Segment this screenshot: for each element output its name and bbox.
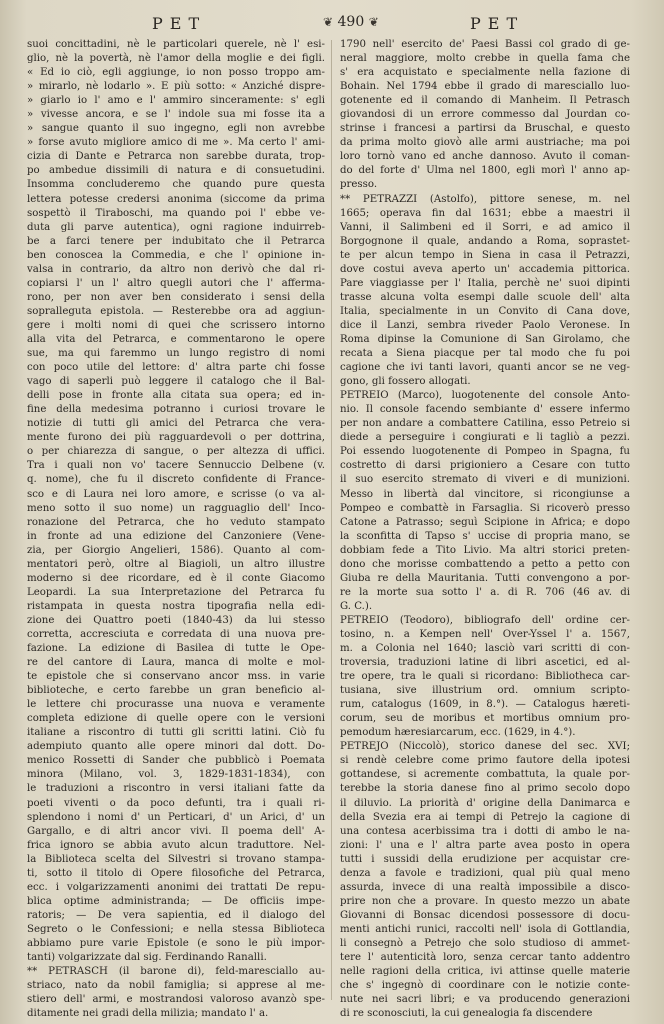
text-line: corum, seu de moribus et mortibus omnium pro- bbox=[340, 713, 630, 725]
text-line: PETREIO (Marco), luogotenente del console Anto- bbox=[340, 390, 630, 402]
text-line: rono, per non aver ben considerato i sensi della bbox=[27, 291, 325, 303]
text-line: denza a favole e tradizioni, qual più qual meno bbox=[340, 867, 630, 879]
text-line: gono, gli fossero allogati. bbox=[340, 376, 471, 388]
text-line: « Ed io ciò, egli aggiunge, io non posso troppo am- bbox=[27, 67, 325, 79]
text-line: menico Rossetti di Sander che pubblicò i Poemata bbox=[27, 755, 325, 767]
text-line: Italia, specialmente in un Convito di Cana dove, bbox=[340, 305, 630, 317]
text-line: ronazione del Petrarca, che ho veduto stampato bbox=[27, 516, 325, 528]
text-line: ditamente nei gradi della milizia; mandato l' a. bbox=[27, 1008, 269, 1020]
text-line: minora (Milano, vol. 3, 1829-1831-1834), con bbox=[27, 769, 325, 781]
text-line: di re sconosciuti, la cui genealogia fa discendere bbox=[340, 1008, 593, 1020]
text-line: po ambedue dissimili di natura e di consuetudini. bbox=[27, 165, 325, 177]
text-line: loro tornò vano ed anche dannoso. Avuto il coman- bbox=[340, 151, 630, 163]
text-line: giovandosi di un errore commesso dal Jourdan co- bbox=[340, 109, 630, 121]
text-line: tusiana, sive illustrium ord. omnium scripto- bbox=[340, 685, 630, 697]
text-line: della Svezia era ai tempi di Petrejo la cagione di bbox=[340, 811, 630, 823]
text-line: recata a Siena piacque per tal modo che fu poi bbox=[340, 348, 630, 360]
text-line: in fronte ad una edizione del Canzoniere (Vene- bbox=[27, 530, 325, 542]
text-line: Leopardi. La sua Interpretazione del Petrarca fu bbox=[27, 586, 325, 598]
text-line: tere l' autenticità loro, senza cercar tanto addentro bbox=[340, 952, 630, 964]
text-line: sopralleguta epistola. — Resterebbe ora ad aggiun- bbox=[27, 305, 325, 317]
text-line: 1790 nell' esercito de' Paesi Bassi col grado di ge- bbox=[340, 39, 630, 50]
text-line: cizia di Dante e Petrarca non sarebbe durata, trop- bbox=[27, 151, 325, 163]
text-line: Borgognone il quale, andando a Roma, soprastet- bbox=[340, 235, 630, 247]
text-line: dobbiam fede a Tito Livio. Ma altri storici preten- bbox=[340, 544, 630, 556]
text-line: ratoris; — De vera sapientia, ed il dialogo del bbox=[27, 909, 325, 921]
text-line: strinse i francesi a partirsi da Bruschal, e questo bbox=[340, 123, 630, 135]
text-line: pemodum hæresiarcarum, ecc. (1629, in 4.°). bbox=[340, 727, 576, 739]
text-line: gottandese, si acremente combattuta, la quale por- bbox=[340, 769, 630, 781]
text-line: assurda, invece di una realtà impossibile a disco- bbox=[340, 881, 630, 893]
text-line: zia, per Giorgio Angelieri, 1586). Quanto al com- bbox=[27, 544, 325, 556]
page-number bbox=[323, 14, 379, 30]
text-line: mentatori però, oltre al Biagioli, un altro illustre bbox=[27, 558, 325, 570]
text-line: adempiuto quanto alle opere minori dal dott. Do- bbox=[27, 741, 325, 753]
text-line: il diluvio. La priorità d' origine della Danimarca e bbox=[340, 797, 630, 809]
text-line: Gargallo, e di altri ancor vivi. Il poema dell' A- bbox=[27, 825, 325, 837]
text-line: prire non che a provare. In questo mezzo un abate bbox=[340, 895, 630, 907]
text-line: Vanni, il Salimbeni ed il Sorri, e ad amico il bbox=[340, 221, 630, 233]
text-line: terebbe la storia danese fino al primo secolo dopo bbox=[340, 783, 630, 795]
text-line: nelle ragioni della critica, ivi attinse quelle materie bbox=[340, 966, 630, 978]
text-line: la sconfitta di Tapso s' uccise di propria mano, se bbox=[340, 530, 630, 542]
text-line: la Biblioteca scelta del Silvestri si trovano stampa- bbox=[27, 853, 325, 865]
text-line: completa edizione di quelle opere con le versioni bbox=[27, 713, 325, 725]
text-line: costretto di darsi prigioniero a Cesare con tutto bbox=[340, 460, 630, 472]
text-line: ben conoscea la Commedia, e che l' opinione in- bbox=[27, 249, 325, 261]
text-line: » forse avuto migliore amico di me ». Ma certo l' ami- bbox=[27, 137, 325, 149]
text-line: re del cantore di Laura, manca di molte e mol- bbox=[27, 657, 325, 669]
text-line: fazione. La edizione di Basilea di tutte le Ope- bbox=[27, 643, 325, 655]
text-line: sco e di Laura nei loro amore, e scrisse (o va al- bbox=[27, 488, 325, 500]
text-line: tosino, n. a Kempen nell' Over-Yssel l' a. 1567, bbox=[340, 628, 630, 640]
text-line: neral maggiore, molto crebbe in quella fama che bbox=[340, 53, 630, 65]
text-line: Giovanni di Bonsac dicendosi possessore di docu- bbox=[340, 909, 630, 921]
text-line: cagione che ivi tanti lavori, quanti ancor se ne veg- bbox=[340, 362, 630, 374]
text-line: le lettere chi procurasse una nuova e veramente bbox=[27, 699, 325, 711]
text-line: » giarlo io l' amo e l' ammiro sinceramente: s' egli bbox=[27, 95, 325, 107]
column-divider bbox=[331, 40, 332, 1000]
text-line: tre opere, tra le quali si ricordano: Bibliotheca car- bbox=[340, 671, 630, 683]
text-line: dono che morisse combattendo a petto a petto con bbox=[340, 558, 630, 570]
text-line: ristampata in questa nostra tipografia nella edi- bbox=[27, 600, 325, 612]
text-line: be a farci tenere per indubitato che il Petrarca bbox=[27, 235, 325, 247]
text-line: o per chiarezza di sangue, o per altezza di uffici. bbox=[27, 446, 325, 458]
text-line: te epistole che si conservano ancor mss. in varie bbox=[27, 671, 325, 683]
text-line: ti, sotto il titolo di Opere filosofiche del Petrarca, bbox=[27, 867, 325, 879]
text-line: che s' ingegnò di coordinare con le notizie conte- bbox=[340, 980, 630, 992]
text-line: italiane a riscontro di tutti gli scritti latini. Ciò fu bbox=[27, 727, 325, 739]
ornament-left-icon: ❦ bbox=[323, 15, 334, 29]
text-line: vago di saperli può leggere il catalogo che il Bal- bbox=[27, 376, 325, 388]
text-line: poeti viventi o da poco defunti, tra i quali ri- bbox=[27, 797, 325, 809]
text-line: nio. Il console facendo sembiante d' essere infermo bbox=[340, 404, 630, 416]
text-line: le traduzioni a riscontro in versi italiani fatte da bbox=[27, 783, 325, 795]
text-line: sue, ma qui faremmo un lungo registro di nomi bbox=[27, 348, 325, 360]
text-line: zione dei Quattro poeti (1840-43) da lui stesso bbox=[27, 614, 325, 626]
text-line: dove costui aveva aperto un' accademia pittorica. bbox=[340, 263, 630, 275]
text-line: 1665; operava fin dal 1631; ebbe a maestri il bbox=[340, 207, 630, 219]
text-line: con poco utile del lettore: d' altra parte chi fosse bbox=[27, 362, 325, 374]
text-line: da prima molto giovò alle armi austriache; ma poi bbox=[340, 137, 630, 149]
text-line: duta gli parve autentica), ogni ragione induirreb- bbox=[27, 221, 325, 233]
text-line: menti antichi runici, raccolti nell' isola di Gottlandia, bbox=[340, 923, 630, 935]
page-number-value: 490 bbox=[337, 14, 365, 30]
text-line: tanti) volgarizzate dal sig. Ferdinando Ranalli. bbox=[27, 952, 267, 964]
text-line: notizie di tutti gli amici del Petrarca che vera- bbox=[27, 418, 325, 430]
text-line: Catone a Patrasso; seguì Scipione in Africa; e dopo bbox=[340, 516, 630, 528]
text-line: ** PETRAZZI (Astolfo), pittore senese, m. nel bbox=[340, 193, 630, 205]
text-line: Segreto o le Confessioni; e nella stessa Biblioteca bbox=[27, 923, 325, 935]
text-line: abbiamo pure varie Epistole (e sono le più impor- bbox=[27, 938, 325, 949]
text-line: tutti i sussidi della erudizione per acquistar cre- bbox=[340, 853, 630, 865]
text-line: striaco, nato da nobil famiglia; si apprese al me- bbox=[27, 980, 325, 992]
text-line: si rendè celebre come primo fautore della ipotesi bbox=[340, 755, 630, 767]
text-line: splendono i nomi d' un Perticari, d' un Arici, d' un bbox=[27, 811, 325, 823]
text-line: Poi essendo luogotenente di Pompeo in Spagna, fu bbox=[340, 446, 630, 458]
text-line: » mirarlo, nè lodarlo ». E più sotto: « Anziché dispre- bbox=[27, 81, 325, 93]
text-line: Giuba re della Mauritania. Tutti convengono a por- bbox=[340, 572, 630, 584]
text-line: m. a Colonia nel 1640; lasciò vari scritti di con- bbox=[340, 643, 630, 655]
text-line: meno sotto il suo nome) un ragguaglio dell' Inco- bbox=[27, 502, 325, 514]
text-line: zioni: l' una e l' altra parte avea posto in opera bbox=[340, 839, 630, 851]
text-line: glio, nè la povertà, nè l'amor della moglie e dei figli. bbox=[27, 53, 325, 65]
text-line: re la morte sua sotto l' a. di R. 706 (46 av. di bbox=[340, 586, 630, 598]
text-line: ** PETRASCH (il barone di), feld-maresciallo au- bbox=[27, 966, 325, 978]
text-line: Tra i quali non vo' tacere Sennuccio Delbene (v. bbox=[27, 460, 325, 472]
text-line: li consegnò a Petrejo che solo studioso di ammet- bbox=[340, 938, 630, 949]
text-line: diede a perseguire i congiurati e li tagliò a pezzi. bbox=[340, 432, 630, 444]
text-line: Pare viaggiasse per l' Italia, perchè ne' suoi dipinti bbox=[340, 277, 630, 289]
text-line: rum, catalogus (1609, in 8.°). — Catalogus hæreti- bbox=[340, 699, 630, 711]
text-line: gere i molti nomi di quei che scrissero intorno bbox=[27, 319, 325, 331]
right-column bbox=[340, 38, 630, 1021]
text-line: dice il Lanzi, sembra riveder Paolo Veronese. In bbox=[340, 319, 630, 331]
text-line: nute nei sacri libri; e va producendo generazioni bbox=[340, 994, 630, 1006]
text-line: Insomma concluderemo che quando pure questa bbox=[27, 179, 325, 191]
text-line: valsa in contrario, da altro non derivò che dal ri- bbox=[27, 263, 325, 275]
text-line: alla vita del Petrarca, e commentarono le opere bbox=[27, 333, 325, 345]
text-line: delli pose in fronte alla citata sua opera; ed in- bbox=[27, 390, 325, 402]
text-line: biblioteche, e certo farebbe un gran beneficio al- bbox=[27, 685, 325, 697]
text-line: fine della medesima potranno i curiosi trovare le bbox=[27, 404, 325, 416]
text-line: Roma dipinse la Comunione di San Girolamo, che bbox=[340, 333, 630, 345]
text-line: PETREJO (Niccolò), storico danese del sec. XVI; bbox=[340, 741, 630, 753]
text-line: mente furono dei più ragguardevoli o per dottrina, bbox=[27, 432, 325, 444]
text-line: suoi concittadini, nè le particolari querele, nè l' esi- bbox=[27, 39, 325, 50]
text-line: copiarsi l' un l' altro quegli autori che l' afferma- bbox=[27, 277, 325, 289]
running-head-right: PET bbox=[470, 14, 525, 33]
page-header bbox=[0, 10, 664, 40]
text-line: presso. bbox=[340, 179, 378, 191]
text-line: Bohain. Nel 1794 ebbe il grado di maresciallo luo- bbox=[340, 81, 630, 93]
text-line: ecc. i volgarizzamenti anonimi dei trattati De repu- bbox=[27, 881, 325, 893]
text-line: Messo in libertà dal vincitore, si ricongiunse a bbox=[340, 488, 630, 500]
text-line: Pompeo e combattè in Farsaglia. Si ricoverò presso bbox=[340, 502, 630, 514]
running-head-left: PET bbox=[152, 14, 207, 33]
text-line: q. nome), che fu il discreto confidente di France- bbox=[27, 474, 325, 486]
text-line: blica optime administranda; — De officiis impe- bbox=[27, 895, 325, 907]
text-line: per non andare a combattere Catilina, esso Petreio si bbox=[340, 418, 630, 430]
text-line: G. C.). bbox=[340, 600, 373, 612]
text-line: troversia, traduzioni latine di libri ascetici, ed al- bbox=[340, 657, 630, 669]
text-line: stiero dell' armi, e mostrandosi valoroso avanzò spe- bbox=[27, 994, 325, 1006]
text-line: trasse alcuna volta esempi dalle scuole dell' alta bbox=[340, 291, 630, 303]
text-line: corretta, accresciuta e corredata di una nuova pre- bbox=[27, 628, 325, 640]
text-line: lettera potesse credersi anonima (siccome da prima bbox=[27, 193, 325, 205]
text-line: s' era acquistato e specialmente nella fazione di bbox=[340, 67, 630, 79]
text-line: sospettò il Tiraboschi, ma quando poi l' ebbe ve- bbox=[27, 207, 325, 219]
text-line: il suo esercito stremato di viveri e di munizioni. bbox=[340, 474, 630, 486]
text-line: do del forte d' Ulma nel 1800, egli morì l' anno ap- bbox=[340, 165, 630, 177]
ornament-right-icon: ❦ bbox=[368, 15, 379, 29]
text-line: frica ignoro se abbia avuto alcun traduttore. Nel- bbox=[27, 839, 325, 851]
text-line: una contesa acerbissima tra i dotti di ambo le na- bbox=[340, 825, 630, 837]
text-line: te per alcun tempo in Siena in casa il Petrazzi, bbox=[340, 249, 630, 261]
text-line: gotenente ed il comando di Manheim. Il Petrasch bbox=[340, 95, 630, 107]
text-line: moderno si dee ricordare, ed è il conte Giacomo bbox=[27, 572, 325, 584]
text-line: PETREIO (Teodoro), bibliografo dell' ordine cer- bbox=[340, 614, 630, 626]
text-line: » vivesse ancora, e se l' indole sua mi fosse ita a bbox=[27, 109, 325, 121]
left-column bbox=[27, 38, 325, 1021]
text-line: » sangue quanto il suo ingegno, egli non avrebbe bbox=[27, 123, 325, 135]
